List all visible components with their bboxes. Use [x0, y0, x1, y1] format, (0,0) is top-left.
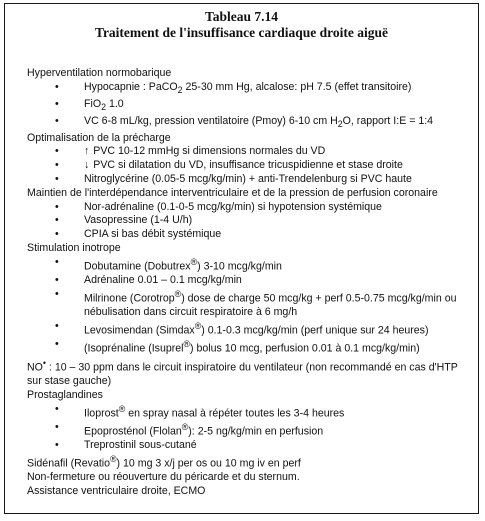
list-item [27, 320, 472, 338]
item-text: CPIA si bas débit systémique [84, 228, 222, 241]
section-inotrope-heading: Stimulation inotrope [27, 241, 121, 254]
item-text: Sidénafil (Revatio [27, 457, 111, 470]
registered-mark: ® [118, 403, 126, 414]
bullet: • [55, 97, 59, 110]
item-text-cont: en spray nasal à répéter toutes les 3-4 heures [125, 407, 345, 420]
item-text: Nitroglycérine (0.05-5 mcg/kg/min) + anti-Trendelenburg si PVC haute [84, 172, 412, 185]
subscript: 2 [177, 84, 183, 95]
table-title: Tableau 7.14 [204, 9, 279, 24]
list-item [27, 274, 472, 288]
item-text-cont: ) 0.1-0.3 mcg/kg/min (perf unique sur 24 heures) [201, 324, 429, 337]
list-item [27, 145, 472, 159]
list-item [27, 173, 472, 187]
superscript-dot: • [42, 357, 46, 368]
list-item [27, 256, 472, 274]
registered-mark: ® [174, 288, 182, 299]
list-item [27, 228, 472, 242]
arrow-down-icon: ↓ [84, 159, 90, 172]
list-item [27, 98, 472, 115]
item-text-cont: 25-30 mm Hg, alcalose: pH 7.5 (effet transitoire) [182, 80, 412, 93]
list-item [27, 439, 472, 453]
bullet: • [55, 274, 59, 287]
registered-mark: ® [183, 339, 191, 350]
item-text: PVC 10-12 mmHg si dimensions normales du VD [93, 145, 326, 158]
item-text: Nor-adrénaline (0.1-0-5 mcg/kg/min) si hypotension systémique [84, 200, 382, 213]
item-text: Adrénaline 0.01 – 0.1 mcg/kg/min [84, 274, 242, 287]
registered-mark: ® [190, 256, 198, 267]
item-text-cont: ) dose de charge 50 mcg/kg + perf 0.5-0.75 mcg/kg/min ou nébulisation dans circuit respiratoire à 6 mg/h [84, 292, 457, 319]
registered-mark: ® [181, 421, 189, 432]
sildenafil-line [27, 453, 472, 471]
nitric-oxide-line [27, 357, 472, 389]
bullet: • [55, 80, 59, 93]
item-text-cont: ): 2-5 ng/kg/min en perfusion [188, 425, 324, 438]
item-text: Iloprost [84, 407, 119, 420]
section-hyperventilation-heading: Hyperventilation normobarique [27, 67, 172, 79]
subscript: 2 [337, 118, 343, 129]
bullet: • [55, 145, 59, 158]
item-text: Vasopressine (1-4 U/h) [84, 214, 193, 227]
section-prostaglandines-heading: Prostaglandines [27, 388, 103, 401]
bullet: • [55, 439, 59, 452]
item-text-cont: ) 3-10 mcg/kg/min [197, 260, 282, 273]
item-text: VC 6-8 mL/kg, pression ventilatoire (Pmoy) 6-10 cm H [84, 114, 338, 127]
list-item [27, 201, 472, 215]
bullet: • [55, 338, 59, 351]
arrow-up-icon: ↑ [84, 145, 90, 158]
item-text: Epoprosténol (Flolan [84, 425, 182, 438]
bullet: • [55, 114, 59, 127]
bullet: • [55, 200, 59, 213]
bullet: • [55, 172, 59, 185]
item-text-cont: : 10 – 30 ppm dans le circuit inspiratoire du ventilateur (non recommandé en cas d'HTP sur stase gauche) [27, 361, 458, 387]
subscript: 2 [101, 101, 106, 112]
bullet: • [55, 402, 59, 415]
bullet: • [55, 287, 59, 300]
bullet: • [55, 319, 59, 332]
item-text-cont: ) bolus 10 mcg, perfusion 0.01 à 0.1 mcg/kg/min) [190, 342, 420, 355]
registered-mark: ® [110, 453, 117, 464]
list-item [27, 159, 472, 173]
registered-mark: ® [194, 320, 202, 331]
assist-line: Assistance ventriculaire droite, ECMO [27, 485, 206, 498]
table-body [27, 67, 472, 499]
section-interdependance-heading: Maintien de l'interdépendance interventriculaire et de la pression de perfusion coronaire [27, 186, 438, 199]
item-text-cont: O, rapport I:E = 1:4 [342, 114, 434, 127]
bullet: • [55, 159, 59, 172]
bullet: • [55, 214, 59, 227]
table-panel [4, 3, 479, 514]
item-text-cont: ) 10 mg 3 x/j per os ou 10 mg iv en perf [116, 457, 301, 470]
item-text: (Isoprénaline (Isuprel [84, 342, 184, 355]
list-item [27, 421, 472, 439]
item-text: Treprostinil sous-cutané [84, 439, 197, 452]
item-text: Hypocapnie : PaCO [84, 80, 178, 93]
list-item [27, 288, 472, 320]
item-text-cont: 1.0 [106, 97, 124, 110]
list-item [27, 115, 472, 132]
item-text: NO [27, 361, 43, 374]
bullet: • [55, 255, 59, 268]
table-subtitle: Traitement de l'insuffisance cardiaque droite aiguë [94, 25, 389, 40]
bullet: • [55, 420, 59, 433]
item-text: Dobutamine (Dobutrex [84, 260, 191, 273]
item-text: FiO [84, 97, 102, 110]
list-item [27, 81, 472, 98]
item-text: Milrinone (Corotrop [84, 292, 175, 305]
section-precharge-heading: Optimalisation de la précharge [27, 131, 171, 144]
list-item [27, 338, 472, 356]
list-item [27, 403, 472, 421]
list-item [27, 214, 472, 228]
item-text: Levosimendan (Simdax [84, 324, 195, 337]
bullet: • [55, 228, 59, 241]
item-text: PVC si dilatation du VD, insuffisance tricuspidienne et stase droite [93, 159, 403, 172]
closure-line: Non-fermeture ou réouverture du péricarde et du sternum. [27, 471, 300, 484]
